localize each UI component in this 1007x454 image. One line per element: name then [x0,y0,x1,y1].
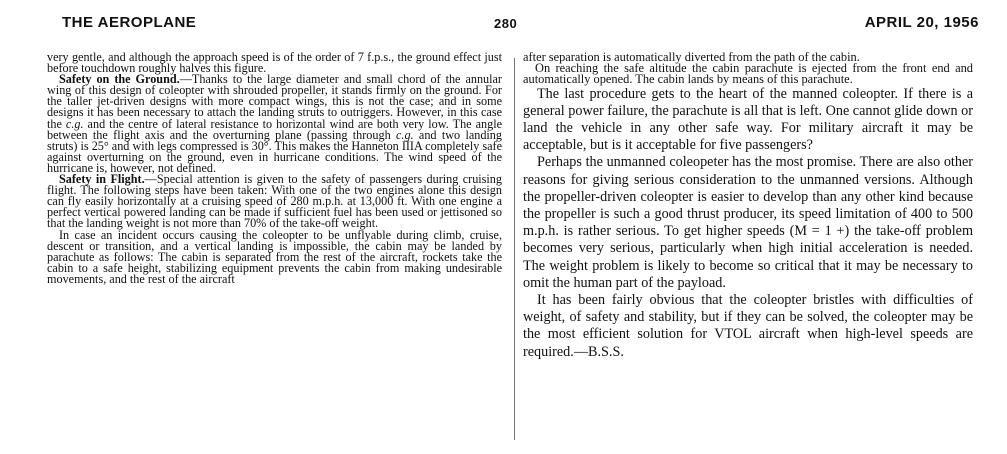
left-paragraph-2 [47,74,502,174]
section-heading-ground-safety: Safety on the Ground. [59,72,180,87]
right-paragraph-4: Perhaps the unmanned coleopeter has the most promise. There are also other reasons for giving serious consideration to the unmanned versions. Although the propeller-driven coleopter is easier to develop than any other kind because the propeller is such a good thrust producer, its speed limitation of 400 to 500 m.p.h. is rather serious. To get higher speeds (M = 1 +) the take-off problem becomes very serious, particularly when high initial acceleration is needed. The weight problem is likely to become so critical that it may be necessary to omit the human part of the payload. [523,154,973,291]
journal-title: THE AEROPLANE [62,14,197,31]
right-paragraph-1: after separation is automatically diverted from the path of the cabin. [523,50,860,64]
section-heading-flight-safety: Safety in Flight. [59,172,145,187]
left-column [47,52,502,285]
right-column [523,52,973,361]
right-paragraph-5: It has been fairly obvious that the coleopter bristles with difficulties of weight, of safety and stability, but if they can be solved, the coleopter may be the most efficient solution for VTOL aircraft when high-level speeds are required.—B.S.S. [523,292,973,360]
left-paragraph-2-text-a: —Thanks to the large diameter and small chord of the annular wing of this design of coleopter with shrouded propeller, it stands firmly on the ground. For the taller jet-driven designs with more compact wings, this is not the case; and in some designs it has been necessary to attach the landing struts to outriggers. However, in this case the [47,72,502,131]
right-paragraph-3: The last procedure gets to the heart of the manned coleopter. If there is a general power failure, the parachute is all that is left. One cannot glide down or land the vehicle in any other safe way. For military aircraft it may be acceptable, but is it acceptable for five passengers? [523,85,973,154]
cg-abbrev-2: c.g. [396,127,414,142]
left-paragraph-3 [47,174,502,229]
issue-date: APRIL 20, 1956 [864,14,979,31]
left-paragraph-3-text: —Special attention is given to the safety of passengers during cruising flight. The following steps have been taken: With one of the two engines alone this design can fly easily horizontally at a cruising speed of 280 m.p.h. at 13,000 ft. With one engine a perfect vertical powered landing can be made if sufficient fuel has been used or jettisoned so that the landing weight is not more than 70% of the take-off weight. [47,172,502,231]
left-paragraph-4: In case an incident occurs causing the coleopter to be unflyable during climb, cruise, descent or transition, and a vertical landing is impossible, the cabin may be landed by parachute as follows: The cabin is separated from the rest of the aircraft, rockets take the cabin to a safe height, stabilizing equipment prevents the cabin from making undesirable movements, and the rest of the aircraft [47,227,502,286]
right-paragraph-2: On reaching the safe altitude the cabin parachute is ejected from the front end and automatically opened. The cabin lands by means of this parachute. [523,61,973,87]
left-paragraph-1: very gentle, and although the approach speed is of the order of 7 f.p.s., the ground effect just before touchdown roughly halves this figure. [47,50,502,76]
left-paragraph-2-text-b: and the centre of lateral resistance to horizontal wind are both very low. The angle between the flight axis and the overturning plane (passing through [47,116,502,142]
column-divider [514,58,515,440]
page-number: 280 [494,16,518,31]
running-header [0,14,1007,36]
left-paragraph-2-text-c: and two landing struts) is 25° and with legs compressed is 30°. This makes the Hanneton IIIA completely safe against overturning on the ground, even in hurricane conditions. The wind speed of the hurricane is, however, not defined. [47,127,502,175]
cg-abbrev-1: c.g. [65,116,84,131]
